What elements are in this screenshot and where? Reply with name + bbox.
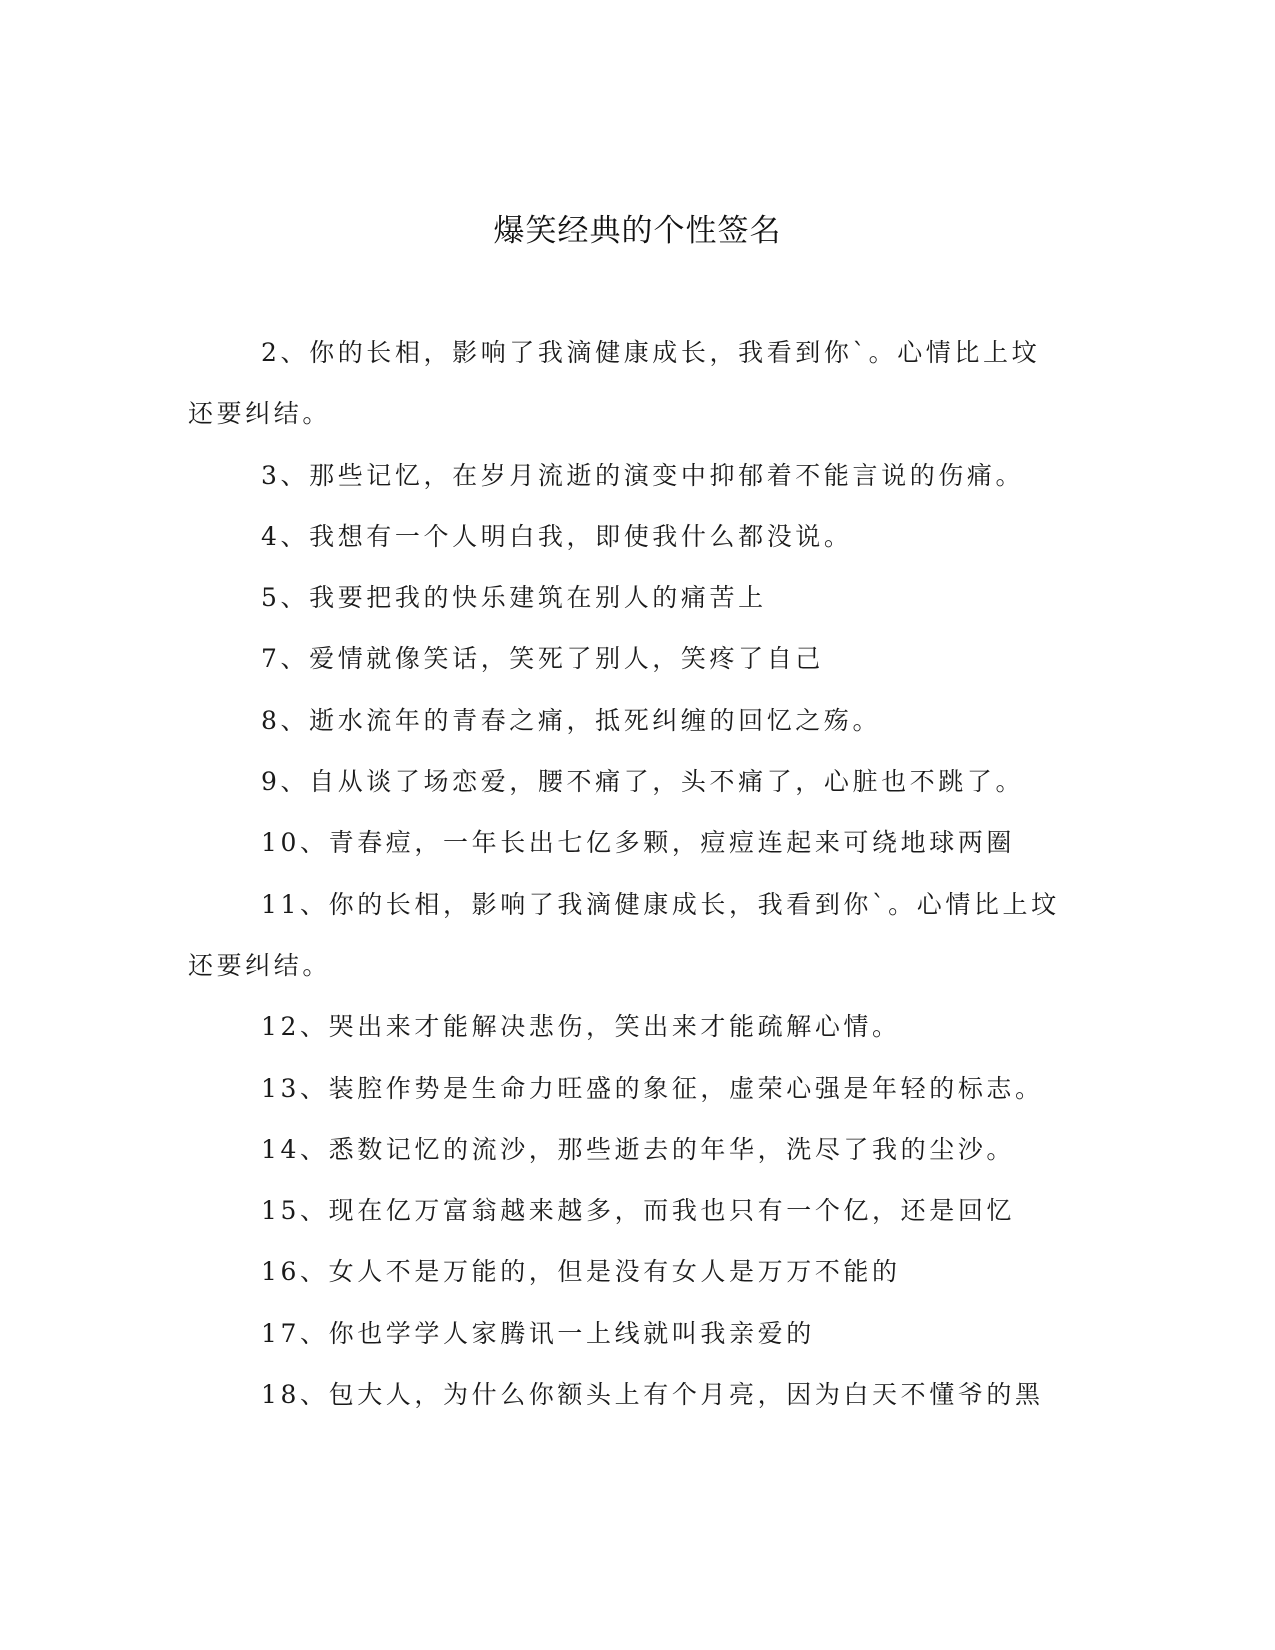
paragraph-item: 7、爱情就像笑话，笑死了别人，笑疼了自己 (261, 644, 824, 674)
paragraph-item: 11、你的长相，影响了我滴健康成长，我看到你`。心情比上坟还要纠结。 (188, 889, 1060, 980)
paragraph-item: 2、你的长相，影响了我滴健康成长，我看到你`。心情比上坟还要纠结。 (188, 338, 1041, 429)
paragraph-item: 18、包大人，为什么你额头上有个月亮，因为白天不懂爷的黑 (261, 1380, 1044, 1410)
paragraph-item: 17、你也学学人家腾讯一上线就叫我亲爱的 (261, 1318, 815, 1348)
document-body (188, 322, 1068, 1425)
paragraph-item: 10、青春痘，一年长出七亿多颗，痘痘连起来可绕地球两圈 (261, 828, 1016, 858)
paragraph-item: 16、女人不是万能的，但是没有女人是万万不能的 (261, 1257, 901, 1287)
paragraph-item: 9、自从谈了场恋爱，腰不痛了，头不痛了，心脏也不跳了。 (261, 767, 1025, 797)
paragraph-item: 12、哭出来才能解决悲伤，笑出来才能疏解心情。 (261, 1012, 901, 1042)
paragraph-item: 3、那些记忆，在岁月流逝的演变中抑郁着不能言说的伤痛。 (261, 460, 1025, 490)
paragraph-item: 5、我要把我的快乐建筑在别人的痛苦上 (261, 583, 767, 613)
document-title: 爆笑经典的个性签名 (493, 213, 782, 249)
paragraph-item: 13、装腔作势是生命力旺盛的象征，虚荣心强是年轻的标志。 (261, 1073, 1044, 1103)
paragraph-item: 4、我想有一个人明白我，即使我什么都没说。 (261, 521, 853, 551)
paragraph-item: 15、现在亿万富翁越来越多，而我也只有一个亿，还是回忆 (261, 1196, 1016, 1226)
paragraph-item: 14、悉数记忆的流沙，那些逝去的年华，洗尽了我的尘沙。 (261, 1134, 1016, 1164)
paragraph-item: 8、逝水流年的青春之痛，抵死纠缠的回忆之殇。 (261, 705, 882, 735)
